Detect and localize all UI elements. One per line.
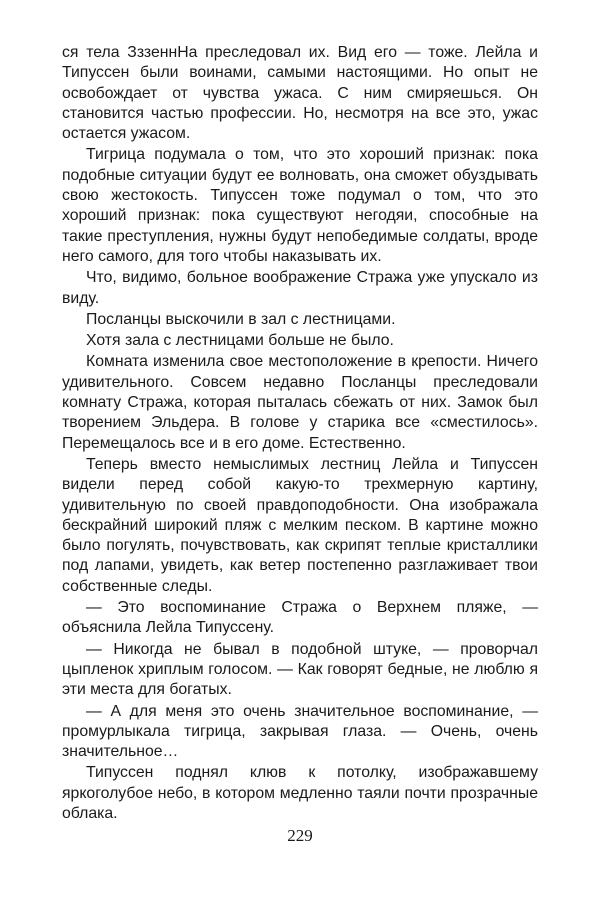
paragraph: Посланцы выскочили в зал с лестницами.	[86, 310, 396, 328]
paragraph: Тигрица подумала о том, что это хороший признак: пока подобные ситуации будут ее волновать, она сможет обуздывать свою жестокость. Типуссен тоже подумал о том, что это хороший признак: пока существуют негодяи, способные на такие преступления, нужны будут непобедимые солдаты, вроде него самого, для того чтобы наказывать их.	[62, 146, 538, 265]
paragraph: Типуссен поднял клюв к потолку, изображавшему яркоголубое небо, в котором медленно таяли почти прозрачные облака.	[62, 764, 538, 822]
paragraph: Хотя зала с лестницами больше не было.	[86, 332, 394, 350]
paragraph: Что, видимо, больное воображение Стража уже упускало из виду.	[62, 269, 538, 307]
dialogue-line: — А для меня это очень значительное воспоминание, — промурлыкала тигрица, закрывая глаза. — Очень, очень значительное…	[62, 702, 538, 761]
dialogue-line: — Это воспоминание Стража о Верхнем пляже, — объяснила Лейла Типуссену.	[62, 599, 538, 637]
book-page-text	[62, 43, 538, 825]
dialogue-line: — Никогда не бывал в подобной штуке, — проворчал цыпленок хриплым голосом. — Как говорят бедные, не люблю я эти места для богатых.	[62, 640, 538, 699]
page-number: 229	[287, 826, 313, 845]
paragraph: Комната изменила свое местоположение в крепости. Ничего удивительного. Совсем недавно Посланцы преследовали комнату Стража, которая пыталась сбежать от них. Замок был творением Эльдера. В голове у старика все «сместилось». Перемещалось все и в его доме. Естественно.	[62, 353, 538, 452]
paragraph-continuation: ся тела ЗззеннНа преследовал их. Вид его — тоже. Лейла и Типуссен были воинами, самыми настоящими. Но опыт не освобождает от чувства ужаса. С ним смиряешься. Он становится частью профессии. Но, несмотря на все это, ужас остается ужасом.	[62, 44, 538, 143]
paragraph: Теперь вместо немыслимых лестниц Лейла и Типуссен видели перед собой какую-то трехмерную картину, удивительную по своей правдоподобности. Она изображала бескрайний широкий пляж с мелким песком. В картине можно было погулять, почувствовать, как скрипят теплые кристаллики под лапами, увидеть, как ветер постепенно разглаживает твои собственные следы.	[62, 455, 538, 595]
